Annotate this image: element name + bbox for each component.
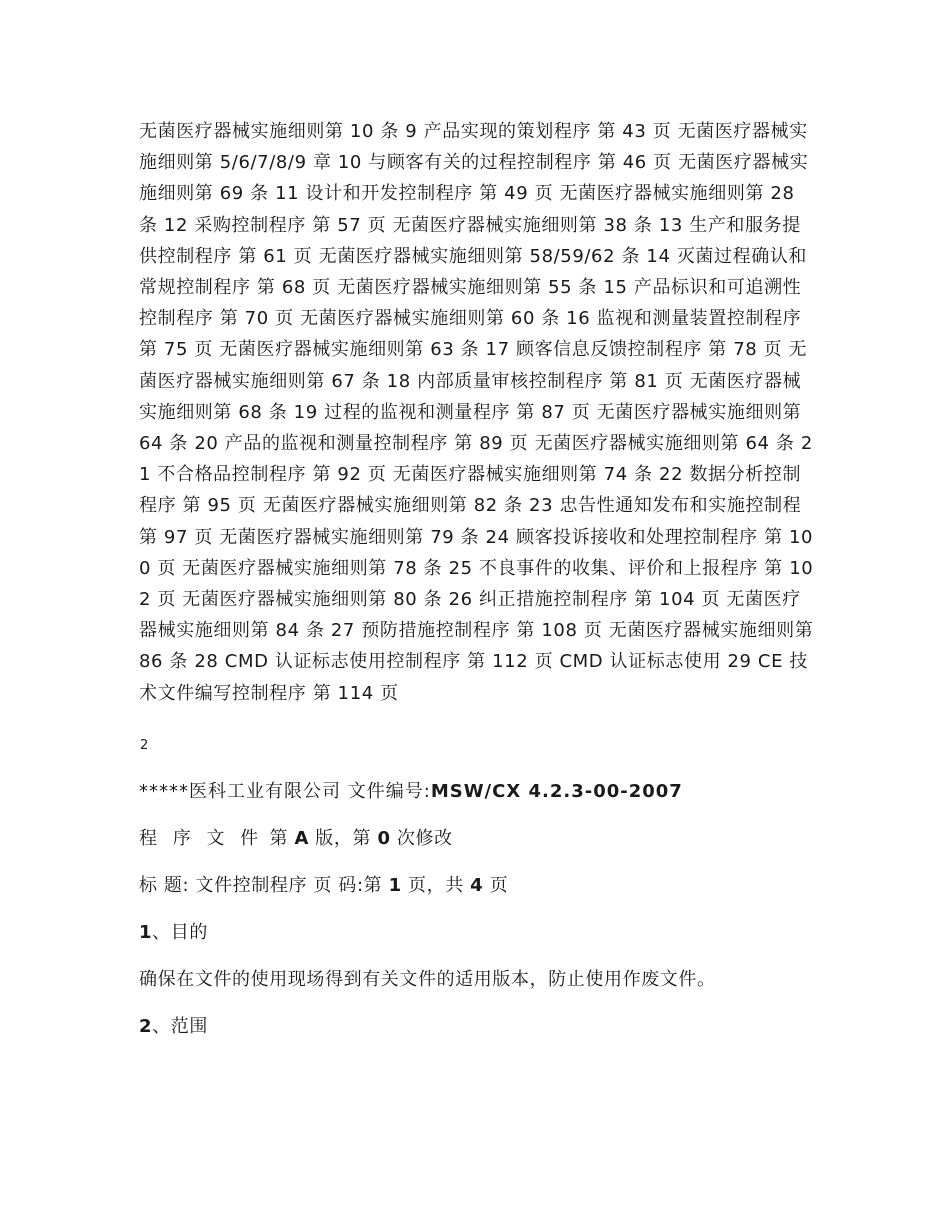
company-name: *****医科工业有限公司 xyxy=(139,780,341,802)
doc-number-value: MSW/CX 4.2.3-00-2007 xyxy=(430,780,683,802)
document-header-company-line xyxy=(139,780,819,804)
document-page xyxy=(139,116,819,1039)
page-number: 2 xyxy=(140,737,149,753)
page-label: 页 码:第 xyxy=(313,874,383,896)
version-prefix: 第 xyxy=(269,827,289,849)
table-of-contents-text: 无菌医疗器械实施细则第 10 条 9 产品实现的策划程序 第 43 页 无菌医疗器械实施细则第 5/6/7/8/9 章 10 与顾客有关的过程控制程序 第 46 页 无菌医疗器械实施细则第 69 条 11 设计和开发控制程序 第 49 页 无菌医疗器械实施细则第 28 条 12 采购控制程序 第 57 页 无菌医疗器械实施细则第 38 条 13 生产和服务提供控制程序 第 61 页 无菌医疗器械实施细则第 58/59/62 条 14 灭菌过程确认和常规控制程序 第 68 页 无菌医疗器械实施细则第 55 条 15 产品标识和可追溯性控制程序 第 70 页 无菌医疗器械实施细则第 60 条 16 监视和测量装置控制程序 第 75 页 无菌医疗器械实施细则第 63 条 17 顾客信息反馈控制程序 第 78 页 无菌医疗器械实施细则第 67 条 18 内部质量审核控制程序 第 81 页 无菌医疗器械实施细则第 68 条 19 过程的监视和测量程序 第 87 页 无菌医疗器械实施细则第 64 条 20 产品的监视和测量控制程序 第 89 页 无菌医疗器械实施细则第 64 条 21 不合格品控制程序 第 92 页 无菌医疗器械实施细则第 74 条 22 数据分析控制程序 第 95 页 无菌医疗器械实施细则第 82 条 23 忠告性通知发布和实施控制程 第 97 页 无菌医疗器械实施细则第 79 条 24 顾客投诉接收和处理控制程序 第 100 页 无菌医疗器械实施细则第 78 条 25 不良事件的收集、评价和上报程序 第 102 页 无菌医疗器械实施细则第 80 条 26 纠正措施控制程序 第 104 页 无菌医疗器械实施细则第 84 条 27 预防措施控制程序 第 108 页 无菌医疗器械实施细则第 86 条 28 CMD 认证标志使用控制程序 第 112 页 CMD 认证标志使用 29 CE 技术文件编写控制程序 第 114 页 xyxy=(139,121,814,704)
page-suffix: 页 xyxy=(489,874,509,896)
page-total: 4 xyxy=(470,874,484,896)
doc-type: 程 序 文 件 xyxy=(139,827,264,849)
doc-number-label: 文件编号: xyxy=(347,780,431,802)
version-value: A xyxy=(294,827,309,849)
page-current: 1 xyxy=(388,874,402,896)
document-title-line xyxy=(139,874,819,898)
section-1-title: 、目的 xyxy=(152,921,208,943)
section-1-heading xyxy=(139,921,819,945)
revision-suffix: 次修改 xyxy=(396,827,453,849)
section-1-number: 1 xyxy=(139,921,153,943)
section-2-heading xyxy=(139,1015,819,1039)
title-label: 标 题: xyxy=(139,874,190,896)
page-mid: 页，共 xyxy=(408,874,464,896)
version-mid: 版，第 xyxy=(315,827,372,849)
section-2-title: 、范围 xyxy=(152,1015,208,1037)
document-version-line xyxy=(139,827,819,851)
section-1-body: 确保在文件的使用现场得到有关文件的适用版本，防止使用作废文件。 xyxy=(139,968,716,990)
title-value: 文件控制程序 xyxy=(195,874,308,896)
section-2-number: 2 xyxy=(139,1015,153,1037)
revision-value: 0 xyxy=(377,827,391,849)
